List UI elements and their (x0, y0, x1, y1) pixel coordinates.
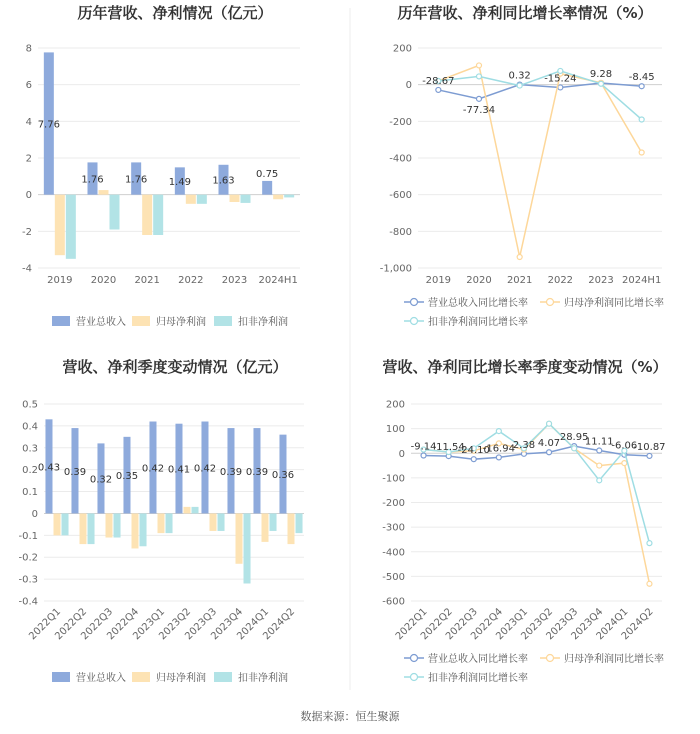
y-tick-label: 0 (398, 448, 405, 460)
x-tick-label: 2023Q4 (209, 606, 246, 643)
bar-deducted-profit (192, 507, 199, 514)
bar-revenue (262, 181, 272, 195)
legend-label: 营业总收入 (76, 673, 126, 684)
bar-value-label: 0.32 (89, 474, 113, 486)
series-point-3 (639, 117, 644, 122)
bar-value-label: 1.76 (81, 174, 104, 186)
series-point-1 (477, 96, 482, 101)
bar-value-label: 0.35 (115, 471, 139, 483)
series-point-1 (647, 453, 652, 458)
legend-label: 扣非净利润 (238, 317, 288, 328)
legend-marker (411, 299, 418, 306)
bar-deducted-profit (218, 513, 225, 531)
series-point-3 (517, 83, 522, 88)
series-point-1 (496, 455, 501, 460)
y-tick-label: -0.1 (18, 530, 38, 542)
bar-deducted-profit (270, 513, 277, 531)
y-tick-label: 200 (392, 43, 412, 55)
x-tick-label: 2024H1 (258, 275, 298, 286)
bar-net-profit (99, 190, 109, 195)
bar-value-label: 0.36 (271, 470, 295, 482)
y-tick-label: 0 (31, 508, 38, 520)
series-point-2 (597, 463, 602, 468)
bar-deducted-profit (284, 195, 294, 198)
bar-deducted-profit (241, 195, 251, 203)
x-tick-label: 2024Q1 (235, 606, 272, 643)
bar-deducted-profit (140, 513, 147, 546)
bar-net-profit (287, 513, 294, 544)
bar-deducted-profit (110, 195, 120, 230)
y-tick-label: 200 (385, 399, 405, 411)
legend-swatch (132, 316, 150, 326)
y-tick-label: 0 (25, 190, 32, 202)
y-tick-label: -4 (22, 263, 32, 275)
line-value-label: -24.10 (457, 445, 490, 457)
legend-label: 扣非净利润 (238, 673, 288, 684)
series-point-3 (496, 429, 501, 434)
y-tick-label: -200 (389, 116, 412, 128)
y-tick-label: -400 (382, 547, 405, 559)
chart-title: 历年营收、净利同比增长率情况（%） (397, 4, 653, 22)
x-tick-label: 2024Q1 (594, 606, 631, 643)
legend-label: 归母净利润同比增长率 (564, 654, 664, 665)
bar-value-label: 1.63 (212, 175, 235, 187)
chart-4 (382, 358, 667, 684)
bar-net-profit (186, 195, 196, 204)
bar-net-profit (261, 513, 268, 541)
x-tick-label: 2023 (588, 275, 614, 286)
y-tick-label: -100 (382, 473, 405, 485)
y-tick-label: -800 (389, 226, 412, 238)
bar-value-label: 0.42 (141, 463, 165, 475)
series-line-1 (438, 83, 641, 99)
series-point-3 (572, 446, 577, 451)
x-tick-label: 2022Q2 (53, 606, 90, 643)
y-tick-label: -200 (382, 498, 405, 509)
line-value-label: -9.14 (410, 441, 437, 453)
legend-swatch (52, 672, 70, 682)
chart-1 (22, 4, 300, 328)
y-tick-label: -2 (22, 226, 32, 238)
bar-net-profit (183, 507, 190, 514)
x-tick-label: 2022Q1 (27, 606, 64, 643)
bar-net-profit (131, 513, 138, 548)
series-point-1 (547, 450, 552, 455)
y-tick-label: -0.3 (18, 574, 38, 586)
legend-label: 归母净利润 (156, 673, 206, 684)
legend-marker (547, 655, 554, 662)
series-point-3 (547, 421, 552, 426)
bar-net-profit (157, 513, 164, 533)
x-tick-label: 2023Q2 (519, 606, 556, 643)
y-tick-label: -300 (382, 522, 405, 534)
line-value-label: 2.38 (512, 439, 536, 451)
y-tick-label: -0.2 (18, 552, 38, 564)
x-tick-label: 2023 (221, 275, 248, 286)
bar-value-label: 7.76 (37, 119, 60, 131)
y-tick-label: 100 (385, 424, 405, 436)
bar-value-label: 0.42 (193, 463, 217, 475)
y-tick-label: -600 (382, 596, 405, 608)
y-tick-label: 0.5 (22, 399, 38, 411)
y-tick-label: -400 (389, 153, 412, 165)
line-value-label: 9.28 (589, 68, 613, 80)
series-point-2 (647, 581, 652, 586)
legend-label: 营业总收入同比增长率 (428, 298, 528, 309)
series-point-1 (558, 85, 563, 90)
y-tick-label: 0 (405, 80, 412, 92)
legend-swatch (214, 672, 232, 682)
series-point-1 (639, 84, 644, 89)
line-value-label: 28.95 (559, 432, 589, 444)
y-tick-label: 4 (25, 116, 32, 128)
bar-deducted-profit (296, 513, 303, 533)
legend-label: 扣非净利润同比增长率 (428, 673, 528, 684)
bar-net-profit (105, 513, 112, 537)
x-tick-label: 2023Q3 (183, 606, 220, 643)
series-point-3 (477, 74, 482, 79)
data-source-footer: 数据来源：恒生聚源 (300, 710, 400, 723)
x-tick-label: 2024H1 (621, 275, 662, 286)
legend-label: 营业总收入同比增长率 (428, 654, 528, 665)
x-tick-label: 2022Q4 (105, 606, 142, 643)
bar-value-label: 0.39 (219, 466, 243, 478)
bar-net-profit (53, 513, 60, 535)
y-tick-label: 0.1 (22, 487, 38, 499)
x-tick-label: 2022Q3 (444, 606, 480, 643)
line-value-label: 11.11 (584, 436, 614, 448)
chart-2 (380, 4, 664, 328)
bar-value-label: 0.41 (167, 464, 191, 476)
line-value-label: -15.24 (544, 73, 577, 85)
series-point-1 (471, 457, 476, 462)
series-point-1 (597, 448, 602, 453)
legend-swatch (132, 672, 150, 682)
bar-deducted-profit (114, 513, 121, 537)
line-value-label: -28.67 (422, 75, 455, 87)
line-value-label: -16.94 (482, 443, 515, 455)
bar-deducted-profit (62, 513, 69, 535)
bar-net-profit (142, 195, 152, 235)
line-value-label: 4.07 (537, 438, 561, 450)
x-tick-label: 2022Q1 (393, 606, 430, 643)
x-tick-label: 2021 (134, 275, 160, 286)
x-tick-label: 2024Q2 (619, 606, 656, 643)
y-tick-label: 6 (25, 80, 32, 92)
legend-swatch (52, 316, 70, 326)
x-tick-label: 2019 (47, 275, 73, 286)
bar-net-profit (55, 195, 65, 256)
bar-deducted-profit (166, 513, 173, 533)
x-tick-label: 2022 (178, 275, 204, 286)
x-tick-label: 2023Q2 (157, 606, 194, 643)
x-tick-label: 2022Q2 (418, 606, 455, 643)
y-tick-label: -500 (382, 571, 405, 583)
legend-marker (547, 299, 554, 306)
bar-value-label: 0.43 (37, 462, 61, 474)
y-tick-label: 0.4 (22, 421, 38, 433)
x-tick-label: 2022 (547, 275, 574, 286)
x-tick-label: 2021 (506, 275, 533, 286)
series-point-3 (597, 478, 602, 483)
line-value-label: -10.87 (633, 441, 666, 453)
y-tick-label: 8 (25, 43, 32, 55)
chart-title: 营收、净利季度变动情况（亿元） (62, 358, 288, 376)
legend-label: 归母净利润同比增长率 (564, 298, 664, 309)
legend-label: 归母净利润 (156, 317, 206, 328)
bar-value-label: 1.76 (125, 174, 148, 186)
bar-deducted-profit (66, 195, 76, 259)
bar-net-profit (230, 195, 240, 202)
x-tick-label: 2019 (425, 275, 452, 286)
bar-net-profit (235, 513, 242, 563)
series-point-2 (477, 63, 482, 68)
legend-marker (411, 655, 418, 662)
legend-swatch (214, 316, 232, 326)
bar-deducted-profit (197, 195, 207, 204)
bar-deducted-profit (153, 195, 163, 235)
line-value-label: 0.32 (508, 70, 531, 82)
chart-3 (18, 358, 304, 684)
series-point-2 (517, 255, 522, 260)
x-tick-label: 2023Q4 (569, 606, 606, 643)
chart-title: 历年营收、净利情况（亿元） (77, 4, 273, 22)
bar-value-label: 0.75 (256, 168, 279, 180)
x-tick-label: 2023Q3 (544, 606, 581, 643)
x-tick-label: 2023Q1 (131, 606, 168, 643)
chart-title: 营收、净利同比增长率季度变动情况（%） (382, 358, 668, 376)
x-tick-label: 2024Q2 (261, 606, 298, 643)
legend-marker (411, 318, 418, 325)
y-tick-label: -1,000 (379, 263, 412, 275)
legend-label: 营业总收入 (76, 317, 126, 328)
x-tick-label: 2022Q4 (469, 606, 505, 643)
y-tick-label: -0.4 (18, 596, 38, 608)
bar-net-profit (273, 195, 283, 200)
bar-value-label: 1.49 (168, 177, 191, 189)
bar-net-profit (209, 513, 216, 531)
x-tick-label: 2020 (90, 275, 117, 286)
line-value-label: -11.54 (432, 442, 465, 454)
series-point-2 (639, 150, 644, 155)
series-point-1 (421, 453, 426, 458)
bar-net-profit (79, 513, 86, 544)
y-tick-label: 0.2 (22, 465, 38, 477)
series-line-2 (438, 65, 641, 257)
legend-marker (411, 674, 418, 681)
x-tick-label: 2022Q3 (79, 606, 116, 643)
x-tick-label: 2020 (466, 275, 492, 286)
series-point-1 (436, 87, 441, 92)
y-tick-label: -600 (389, 190, 412, 202)
bar-deducted-profit (244, 513, 251, 583)
legend-label: 扣非净利润同比增长率 (428, 317, 528, 328)
y-tick-label: 0.3 (22, 443, 38, 455)
bar-value-label: 0.39 (245, 466, 269, 478)
series-point-3 (647, 541, 652, 546)
line-value-label: -8.45 (628, 72, 655, 84)
line-value-label: -6.06 (611, 440, 638, 452)
series-point-2 (622, 461, 627, 466)
series-point-3 (599, 81, 604, 86)
y-tick-label: 2 (25, 153, 32, 165)
line-value-label: -77.34 (462, 104, 496, 116)
bar-value-label: 0.39 (63, 466, 87, 478)
bar-deducted-profit (88, 513, 95, 544)
x-tick-label: 2023Q1 (494, 606, 531, 643)
